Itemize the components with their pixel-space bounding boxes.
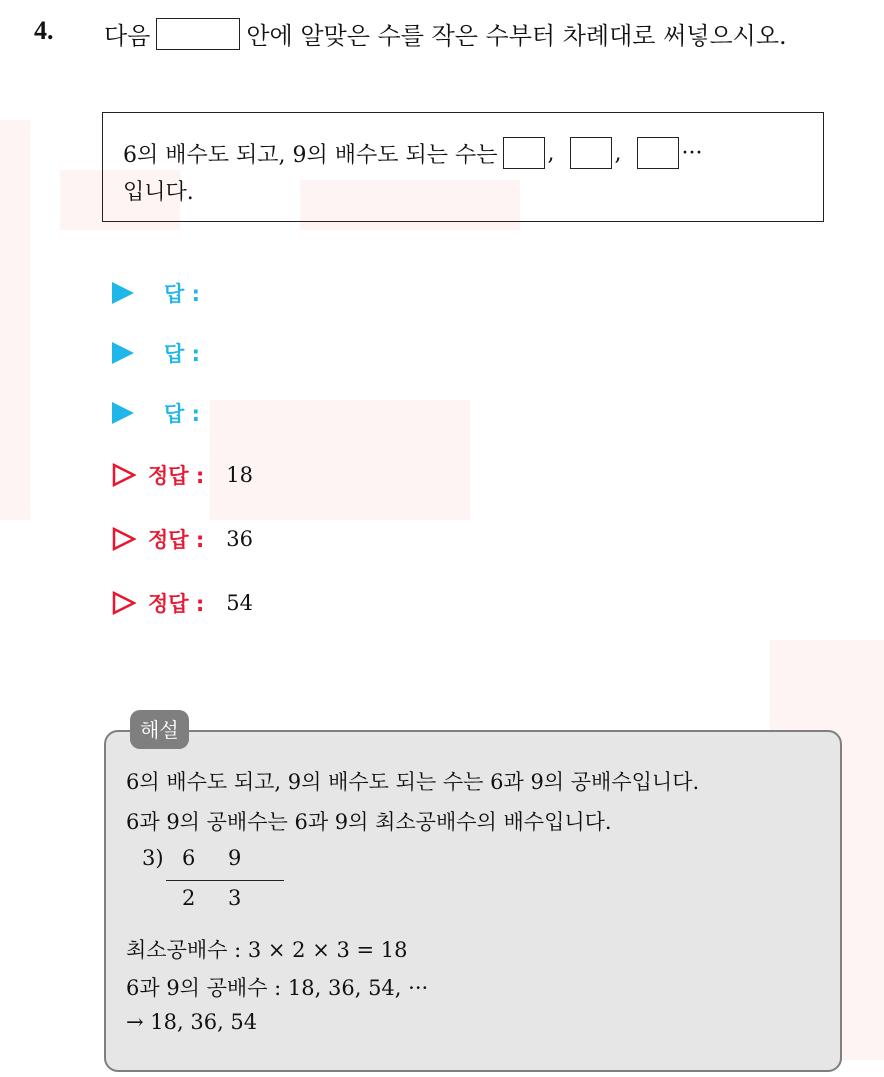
division-rule — [166, 880, 284, 881]
division-top-a: 6 — [182, 846, 196, 870]
correct-answer-label: 정답 : — [148, 528, 205, 552]
correct-answer-value: 36 — [226, 527, 254, 551]
solution-result-line: → 18, 36, 54 — [126, 1010, 258, 1034]
ellipsis: ··· — [681, 140, 703, 166]
correct-answer-value: 54 — [226, 591, 254, 615]
separator-comma: , — [614, 140, 622, 166]
play-triangle-icon — [112, 402, 134, 424]
problem-line-2: 입니다. — [123, 180, 194, 205]
answer-prompt-row — [112, 338, 200, 368]
solution-common-multiples-line: 6과 9의 공배수 : 18, 36, 54, ··· — [126, 976, 429, 1000]
problem-box — [102, 112, 824, 222]
answer-label: 답 : — [164, 402, 200, 426]
solution-line-1: 6의 배수도 되고, 9의 배수도 되는 수는 6과 9의 공배수입니다. — [126, 770, 700, 794]
division-top-b: 9 — [228, 846, 242, 870]
separator-comma: , — [547, 140, 555, 166]
answer-blank-3[interactable] — [637, 137, 679, 169]
play-triangle-icon — [112, 282, 134, 304]
division-divisor: 3) — [142, 846, 164, 870]
answer-prompt-row — [112, 278, 200, 308]
outline-triangle-icon — [112, 527, 136, 551]
division-bottom-a: 2 — [182, 886, 196, 910]
correct-answer-label: 정답 : — [148, 464, 205, 488]
correct-answer-row — [112, 524, 253, 554]
question-number: 4. — [34, 16, 54, 45]
division-bottom-b: 3 — [228, 886, 242, 910]
play-triangle-icon — [112, 342, 134, 364]
question-text-before: 다음 — [104, 22, 151, 50]
answer-label: 답 : — [164, 282, 200, 306]
outline-triangle-icon — [112, 591, 136, 615]
solution-lcm-line: 최소공배수 : 3 × 2 × 3 = 18 — [126, 938, 408, 962]
answer-prompt-row — [112, 398, 200, 428]
correct-answer-row — [112, 588, 253, 618]
solution-tag: 해설 — [130, 710, 189, 749]
outline-triangle-icon — [112, 463, 136, 487]
answer-label: 답 : — [164, 342, 200, 366]
question-text-after: 안에 알맞은 수를 작은 수부터 차례대로 써넣으시오. — [246, 22, 787, 50]
problem-line-1 — [123, 137, 702, 169]
question-text — [104, 16, 787, 51]
solution-box — [104, 730, 842, 1072]
correct-answer-row — [112, 460, 253, 490]
blank-box-example — [156, 18, 240, 50]
watermark-block — [0, 120, 30, 520]
solution-line-2: 6과 9의 공배수는 6과 9의 최소공배수의 배수입니다. — [126, 810, 612, 834]
answer-blank-1[interactable] — [503, 137, 545, 169]
correct-answer-value: 18 — [226, 463, 254, 487]
problem-statement: 6의 배수도 되고, 9의 배수도 되는 수는 — [123, 142, 498, 168]
answer-blank-2[interactable] — [570, 137, 612, 169]
correct-answer-label: 정답 : — [148, 592, 205, 616]
